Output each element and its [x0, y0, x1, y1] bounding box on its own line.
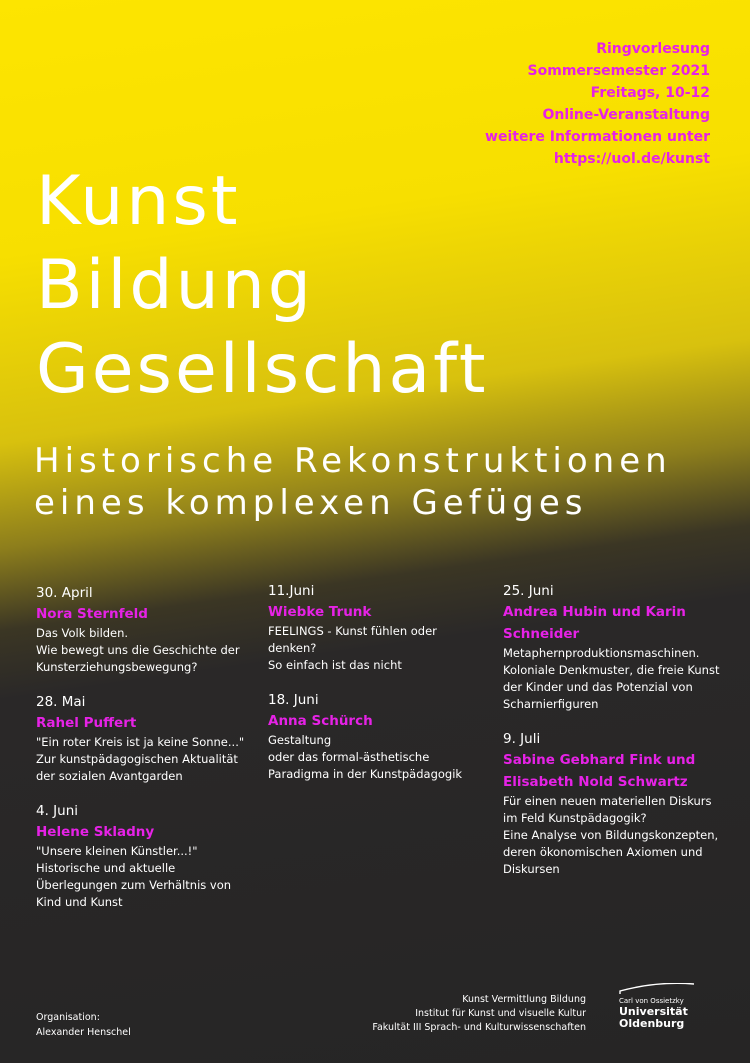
subtitle-line: eines komplexen Gefüges: [34, 483, 588, 523]
lecture-title: Das Volk bilden. Wie bewegt uns die Geschichte der Kunsterziehungsbewegung?: [36, 626, 240, 674]
info-more: weitere Informationen unter: [485, 129, 710, 145]
lecture-speaker: Nora Sternfeld: [36, 606, 148, 622]
lecture-speaker: Helene Skladny: [36, 824, 155, 840]
lecture-date: 9. Juli: [503, 731, 541, 747]
logo-line-3: Oldenburg: [619, 1017, 685, 1030]
lecture-title: "Unsere kleinen Künstler...!" Historische und aktuelle Überlegungen zum Verhältnis von Kind und Kunst: [36, 844, 232, 909]
lecture-entry: [36, 583, 251, 676]
logo-arc-icon: [619, 983, 695, 995]
lecture-speaker: Anna Schürch: [268, 713, 373, 729]
title-line: Bildung: [36, 246, 314, 325]
event-info: [485, 38, 710, 170]
schedule-column-1: [36, 583, 251, 927]
info-series: Ringvorlesung: [596, 41, 710, 57]
lecture-entry: [268, 581, 483, 674]
lecture-title: Gestaltung oder das formal-ästhetische Paradigma in der Kunstpädagogik: [268, 733, 463, 781]
lecture-date: 28. Mai: [36, 694, 86, 710]
lecture-title: "Ein roter Kreis ist ja keine Sonne..." Zur kunstpädagogischen Aktualität der sozialen Avantgarden: [36, 735, 245, 783]
logo-line-1: Carl von Ossietzky: [619, 997, 684, 1005]
lecture-date: 25. Juni: [503, 583, 554, 599]
lecture-entry: [503, 581, 728, 713]
info-format: Online-Veranstaltung: [542, 107, 710, 123]
info-time: Freitags, 10-12: [590, 85, 710, 101]
institute-line: Kunst Vermittlung Bildung: [462, 994, 586, 1005]
lecture-entry: [36, 801, 251, 911]
info-semester: Sommersemester 2021: [527, 63, 710, 79]
institute-line: Fakultät III Sprach- und Kulturwissenschaften: [372, 1022, 586, 1033]
lecture-date: 18. Juni: [268, 692, 319, 708]
title-line: Kunst: [36, 162, 241, 241]
lecture-date: 11.Juni: [268, 583, 315, 599]
organisation: [36, 1010, 131, 1040]
lecture-title: FEELINGS - Kunst fühlen oder denken? So einfach ist das nicht: [268, 624, 437, 672]
info-link[interactable]: https://uol.de/kunst: [553, 151, 710, 167]
university-logo: [619, 983, 709, 1030]
lecture-speaker: Sabine Gebhard Fink und Elisabeth Nold Schwartz: [503, 752, 696, 790]
lecture-entry: [268, 690, 483, 783]
lecture-title: Metaphernproduktionsmaschinen. Koloniale Denkmuster, die freie Kunst der Kinder und das Potenzial von Scharnierfiguren: [503, 646, 720, 711]
title-line: Gesellschaft: [36, 330, 489, 409]
lecture-date: 30. April: [36, 585, 93, 601]
lecture-title: Für einen neuen materiellen Diskurs im Feld Kunstpädagogik? Eine Analyse von Bildungskonzepten, deren ökonomischen Axiomen und Diskursen: [503, 794, 719, 876]
lecture-entry: [503, 729, 728, 878]
lecture-speaker: Rahel Puffert: [36, 715, 137, 731]
institute-info: [372, 993, 586, 1035]
organisation-name: Alexander Henschel: [36, 1027, 131, 1038]
organisation-label: Organisation:: [36, 1012, 100, 1023]
poster-subtitle: [34, 440, 672, 524]
subtitle-line: Historische Rekonstruktionen: [34, 441, 672, 481]
logo-line-2: Universität: [619, 1005, 688, 1018]
lecture-speaker: Andrea Hubin und Karin Schneider: [503, 604, 686, 642]
schedule-column-2: [268, 581, 483, 799]
lecture-date: 4. Juni: [36, 803, 79, 819]
lecture-entry: [36, 692, 251, 785]
institute-line: Institut für Kunst und visuelle Kultur: [415, 1008, 586, 1019]
schedule-column-3: [503, 581, 728, 894]
lecture-speaker: Wiebke Trunk: [268, 604, 372, 620]
poster-title: [36, 160, 489, 412]
